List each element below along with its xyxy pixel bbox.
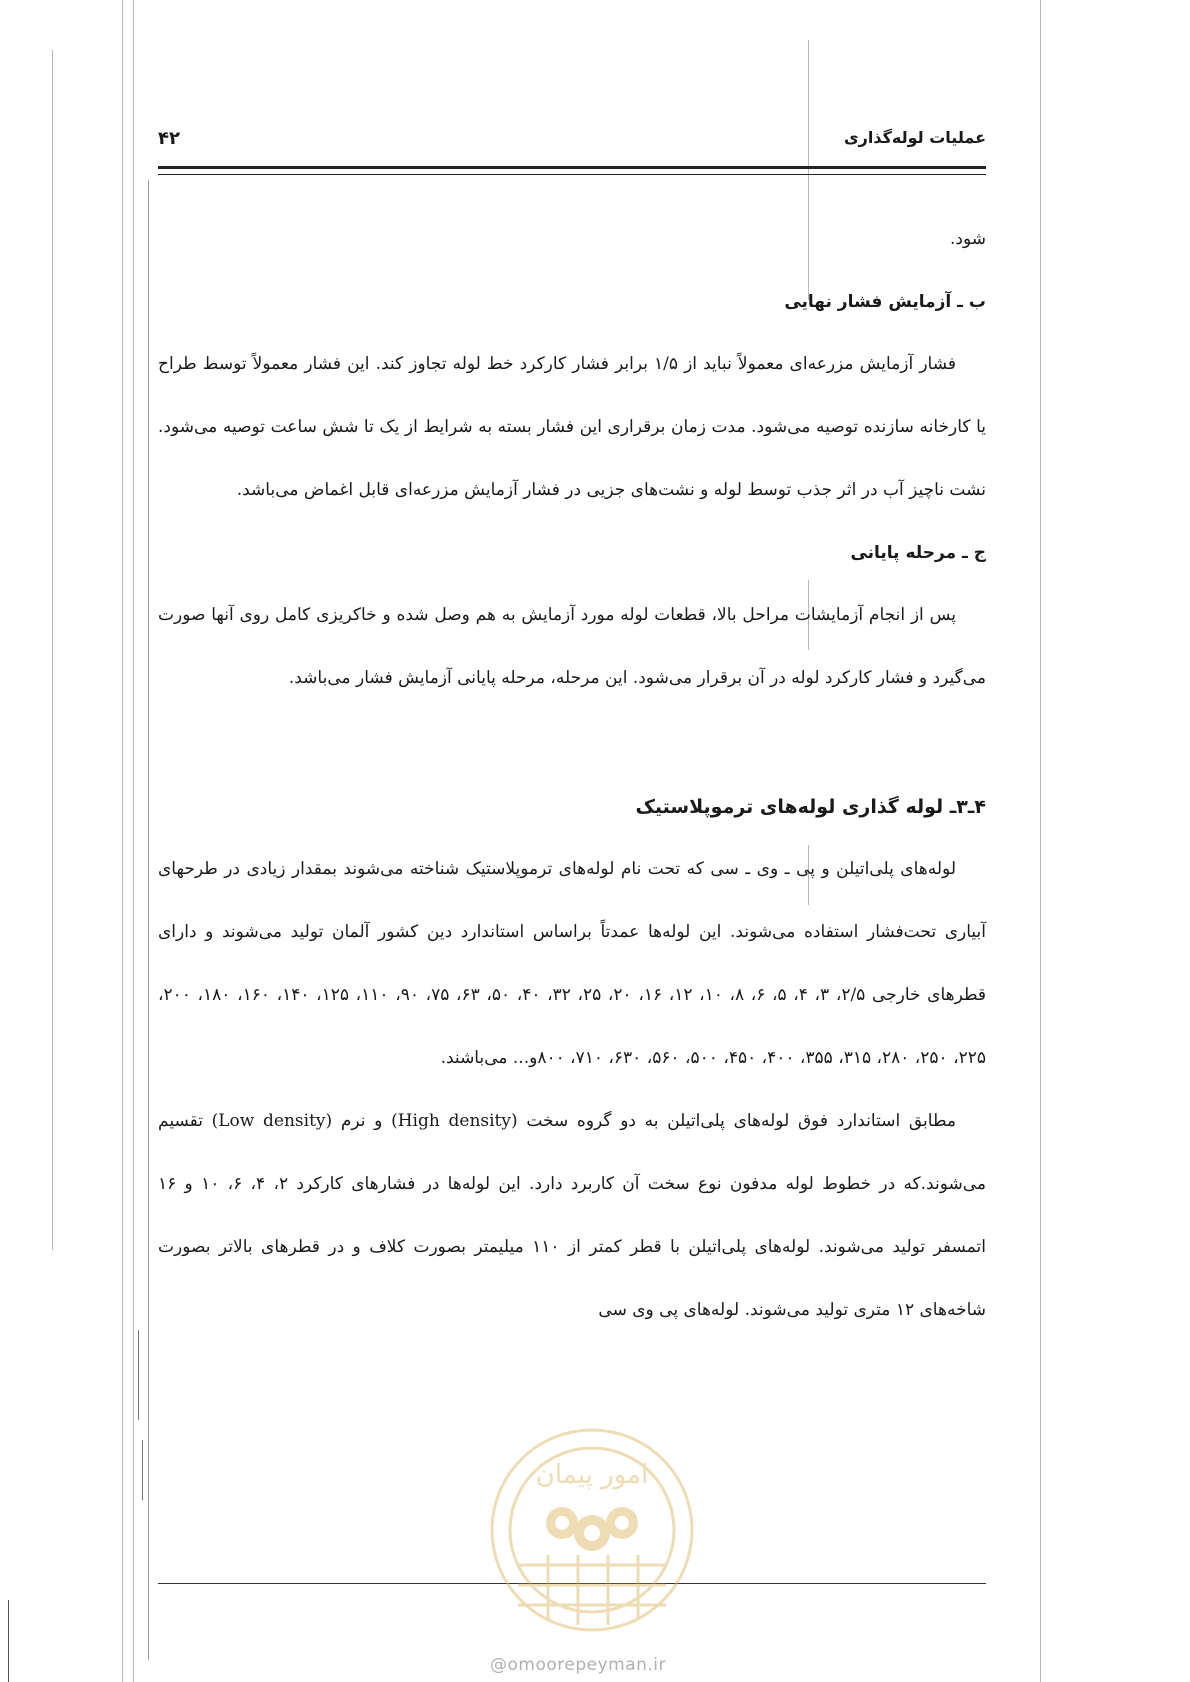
watermark-stamp-logo xyxy=(478,1415,706,1645)
section-4-3-paragraph-1: لوله‌های پلی‌اتیلن و پی ـ وی ـ سی که تحت نام لوله‌های ترموپلاستیک شناخته می‌شوند بمقدار زیادی در طرحهای آبیاری تحت‌فشار استفاده می‌شوند. این لوله‌ها عمدتاً براساس استاندارد دین کشور آلمان تولید می‌شوند و دارای قطرهای خارجی ۲/۵، ۳، ۴، ۵، ۶، ۸، ۱۰، ۱۲، ۱۶، ۲۰، ۲۵، ۳۲، ۴۰، ۵۰، ۶۳، ۷۵، ۹۰، ۱۱۰، ۱۲۵، ۱۴۰، ۱۶۰، ۱۸۰، ۲۰۰، ۲۲۵، ۲۵۰، ۲۸۰، ۳۱۵، ۳۵۵، ۴۰۰، ۴۵۰، ۵۰۰، ۵۶۰، ۶۳۰، ۷۱۰، ۸۰۰و... می‌باشند. xyxy=(158,859,987,1068)
section-c-heading: ج ـ مرحله پایانی xyxy=(850,543,986,563)
header-rule-thick xyxy=(158,166,986,169)
page-number: ۴۲ xyxy=(158,128,180,149)
header-rule-thin xyxy=(158,174,986,175)
section-4-3-paragraph-2: مطابق استاندارد فوق لوله‌های پلی‌اتیلن به دو گروه سخت (High density) و نرم (Low density) تقسیم می‌شوند.که در خطوط لوله مدفون نوع سخت آن کاربرد دارد. این لوله‌ها در فشارهای کارکرد ۲، ۴، ۶، ۱۰ و ۱۶ اتمسفر تولید می‌شوند. لوله‌های پلی‌اتیلن با قطر کمتر از ۱۱۰ میلیمتر بصورت کلاف و در قطرهای بالاتر بصورت شاخه‌های ۱۲ متری تولید می‌شوند. لوله‌های پی وی سی xyxy=(158,1111,987,1320)
scan-line xyxy=(1040,0,1041,1682)
scan-line xyxy=(133,0,134,1682)
scan-line xyxy=(52,50,53,1250)
stamp-text: امور پیمان xyxy=(535,1460,649,1490)
scan-line xyxy=(148,180,149,1660)
running-title: عملیات لوله‌گذاری xyxy=(843,128,986,147)
page-header xyxy=(158,118,986,162)
scan-line xyxy=(142,1440,143,1500)
section-spacer xyxy=(158,710,986,776)
scan-line xyxy=(8,1600,9,1682)
scan-line xyxy=(122,0,123,1682)
section-b-heading: ب ـ آزمایش فشار نهایی xyxy=(784,292,986,312)
section-4-3-heading: ۴ـ۳ـ لوله گذاری لوله‌های ترموپلاستیک xyxy=(635,796,986,818)
page-body xyxy=(158,208,986,1342)
scan-line xyxy=(138,1330,139,1420)
section-c-paragraph: پس از انجام آزمایشات مراحل بالا، قطعات لوله مورد آزمایش به هم وصل شده و خاکریزی کامل روی آنها صورت می‌گیرد و فشار کارکرد لوله در آن برقرار می‌شود. این مرحله، مرحله پایانی آزمایش فشار می‌باشد. xyxy=(158,605,986,688)
watermark-text: @omoorepeyman.ir xyxy=(490,1655,667,1675)
section-b-paragraph: فشار آزمایش مزرعه‌ای معمولاً نباید از ۱/۵ برابر فشار کارکرد خط لوله تجاوز کند. این فشار معمولاً توسط طراح یا کارخانه سازنده توصیه می‌شود. مدت زمان برقراری این فشار بسته به شرایط از یک تا شش ساعت توصیه می‌شود. نشت ناچیز آب در اثر جذب توسط لوله و نشت‌های جزیی در فشار آزمایش مزرعه‌ای قابل اغماض می‌باشد. xyxy=(158,354,986,500)
continuation-text: شود. xyxy=(949,229,986,249)
